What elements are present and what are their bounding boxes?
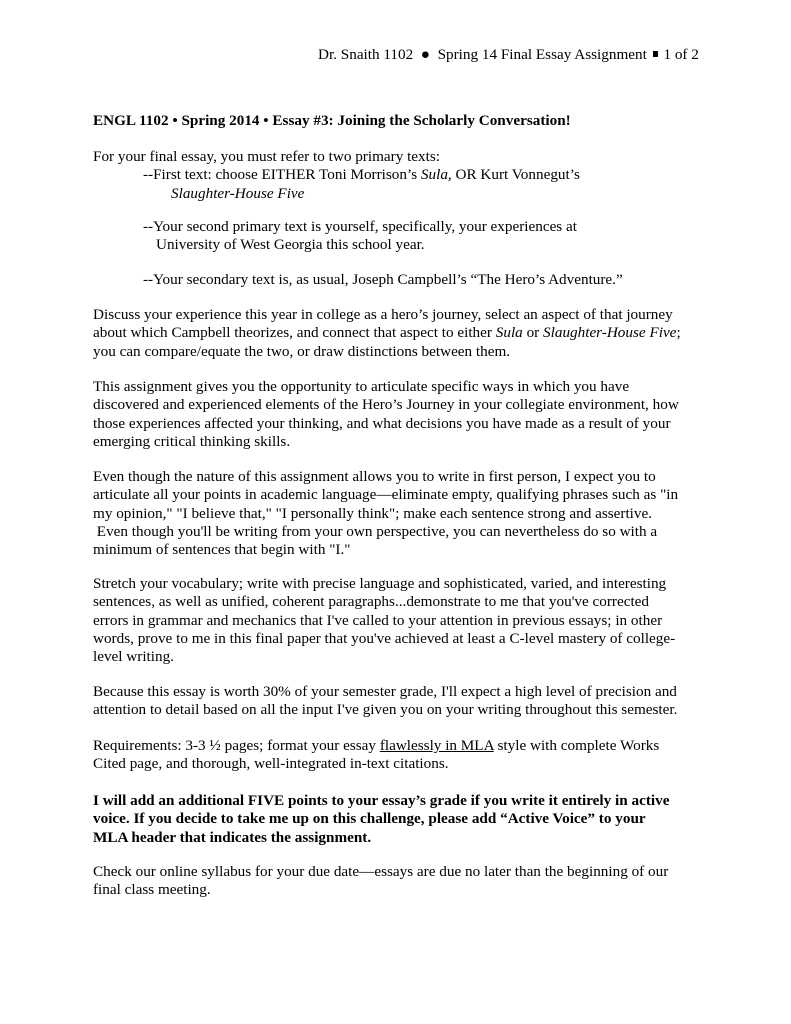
discuss-semicolon: ; <box>676 324 681 342</box>
square-bullet-icon <box>653 51 658 57</box>
secondary-text-line: --Your secondary text is, as usual, Joseph Campbell’s “The Hero’s Adventure.” <box>143 271 623 288</box>
paragraph-line: words, prove to me in this final paper that you've achieved at least a C-level mastery of college- <box>93 629 676 647</box>
requirements-line1 <box>93 737 713 755</box>
document-title: ENGL 1102 • Spring 2014 • Essay #3: Joining the Scholarly Conversation! <box>93 112 571 129</box>
paragraph-line: those experiences affected your thinking, and what decisions you have made as a result of your <box>93 414 671 432</box>
requirements-post: style with complete Works <box>493 737 660 754</box>
bonus-paragraph <box>93 792 713 847</box>
discuss-line1: Discuss your experience this year in college as a hero’s journey, select an aspect of that journey <box>93 306 673 323</box>
requirements-paragraph <box>93 737 713 774</box>
mla-underlined: flawlessly in MLA <box>379 737 494 754</box>
paragraph-line: Check our online syllabus for your due date—essays are due no later than the beginning of our <box>93 863 669 880</box>
paragraph-line: level writing. <box>93 648 174 666</box>
vocabulary-paragraph <box>93 575 713 666</box>
requirements-line2: Cited page, and thorough, well-integrated in-text citations. <box>93 755 449 773</box>
slaughterhouse-title: Slaughter-House Five <box>171 184 305 202</box>
bullet-icon: ● <box>417 46 434 63</box>
paragraph-line: Stretch your vocabulary; write with precise language and sophisticated, varied, and interesting <box>93 575 667 592</box>
paragraph-line: Even though the nature of this assignment allows you to write in first person, I expect you to <box>93 468 656 485</box>
slaughterhouse-title-line <box>93 185 713 203</box>
header-assignment: Spring 14 Final Essay Assignment <box>437 46 647 63</box>
paragraph-line: errors in grammar and mechanics that I've called to your attention in previous essays; in other <box>93 611 663 629</box>
paragraph-line: my opinion," "I believe that," "I personally think"; make each sentence strong and assertive. <box>93 504 653 522</box>
paragraph-line: I will add an additional FIVE points to your essay’s grade if you write it entirely in active <box>93 792 670 809</box>
paragraph-line: sentences, as well as unified, coherent paragraphs...demonstrate to me that you've corrected <box>93 593 650 611</box>
first-text-line <box>93 166 713 184</box>
paragraph-line: Even though you'll be writing from your own perspective, you can nevertheless do so with a <box>93 522 658 540</box>
paragraph-line: final class meeting. <box>93 881 211 899</box>
paragraph-line: MLA header that indicates the assignment. <box>93 828 372 846</box>
discuss-line3: you can compare/equate the two, or draw distinctions between them. <box>93 342 511 360</box>
requirements-pre: Requirements: 3-3 ½ pages; format your essay <box>93 737 380 754</box>
first-text-pre: --First text: choose EITHER Toni Morrison’s <box>143 166 421 184</box>
first-person-paragraph <box>93 468 713 559</box>
discuss-sula: Sula <box>495 324 523 342</box>
discuss-line2-pre: about which Campbell theorizes, and connect that aspect to either <box>93 324 496 342</box>
sula-title: Sula, <box>420 166 452 184</box>
discuss-or: or <box>522 324 544 342</box>
opportunity-paragraph <box>93 378 713 451</box>
second-text-line1: --Your second primary text is yourself, specifically, your experiences at <box>143 218 577 235</box>
paragraph-line: discovered and experienced elements of the Hero’s Journey in your collegiate environment, how <box>93 396 679 414</box>
page-header <box>318 46 699 64</box>
discuss-line2 <box>93 324 713 342</box>
paragraph-line: voice. If you decide to take me up on this challenge, please add “Active Voice” to your <box>93 810 646 828</box>
header-course: Dr. Snaith 1102 <box>318 46 414 63</box>
primary-texts-section <box>93 148 713 203</box>
second-text-section <box>93 218 713 255</box>
paragraph-line: This assignment gives you the opportunity to articulate specific ways in which you have <box>93 378 630 395</box>
paragraph-line: attention to detail based on all the input I've given you on your writing throughout this semester. <box>93 701 678 719</box>
secondary-text-section <box>93 271 713 289</box>
paragraph-line: Because this essay is worth 30% of your semester grade, I'll expect a high level of precision and <box>93 683 677 700</box>
discuss-paragraph <box>93 306 713 361</box>
first-text-mid: OR Kurt Vonnegut’s <box>451 166 580 184</box>
second-text-line2: University of West Georgia this school year. <box>156 236 425 254</box>
discuss-slaughterhouse: Slaughter-House Five <box>543 324 677 342</box>
paragraph-line: articulate all your points in academic language—eliminate empty, qualifying phrases such as "in <box>93 486 679 504</box>
primary-intro: For your final essay, you must refer to two primary texts: <box>93 148 440 165</box>
due-date-paragraph <box>93 863 713 900</box>
header-page-number: 1 of 2 <box>663 46 699 63</box>
paragraph-line: emerging critical thinking skills. <box>93 432 291 450</box>
paragraph-line: minimum of sentences that begin with "I." <box>93 541 351 559</box>
worth-paragraph <box>93 683 713 720</box>
